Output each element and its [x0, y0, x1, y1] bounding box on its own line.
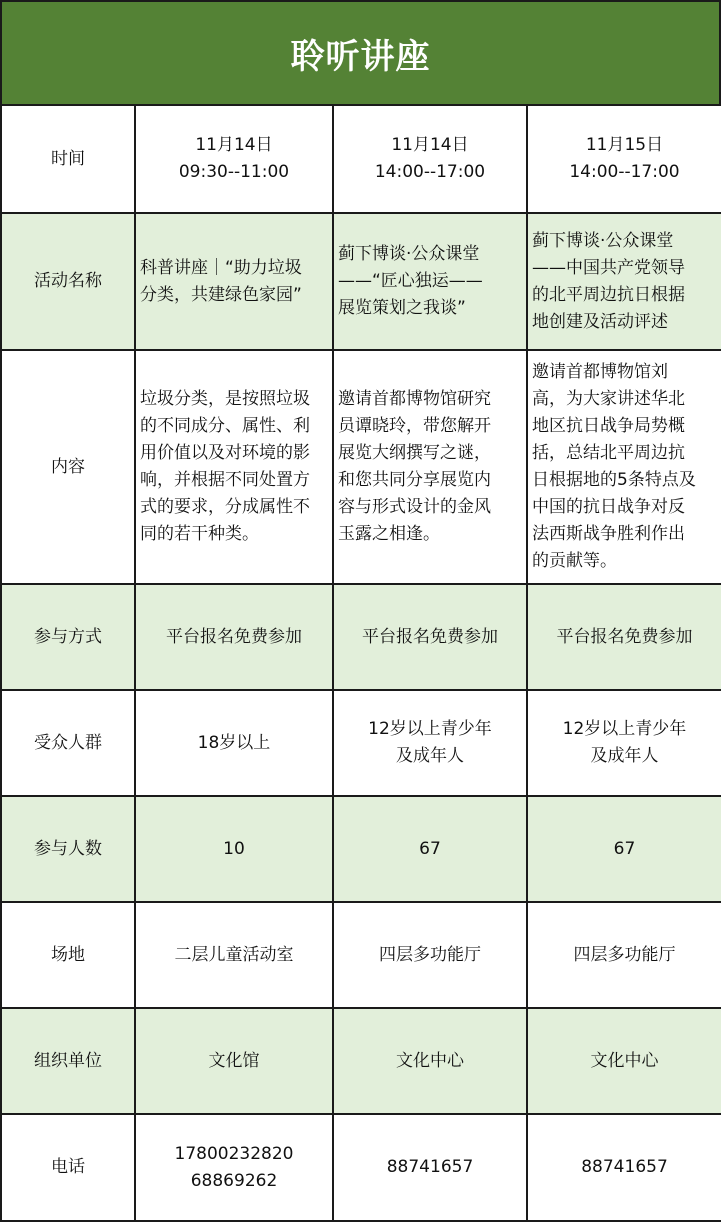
row-name: [1, 213, 721, 350]
cell-line: 12岁以上青少年: [368, 719, 492, 739]
cell-line: 11月15日: [585, 135, 664, 155]
cell-line: 员谭晓玲，带您解开: [338, 416, 491, 436]
cell-line: ——中国共产党领导: [532, 257, 685, 278]
cell-line: 文化中心: [396, 1050, 464, 1071]
cell-line: 响，并根据不同处置方: [140, 470, 310, 490]
cell-line: 12岁以上青少年: [562, 719, 687, 739]
table-cell: [527, 213, 721, 350]
table-cell: [527, 1114, 721, 1221]
row-content: [1, 350, 721, 584]
events-table: [0, 104, 721, 1222]
cell-line: 88741657: [386, 1157, 474, 1177]
table-cell: [135, 105, 333, 213]
cell-line: 容与形式设计的金风: [338, 497, 491, 517]
cell-line: 67: [613, 838, 636, 859]
table-cell: [527, 1008, 721, 1114]
cell-line: 及成年人: [396, 746, 464, 766]
table-cell: [135, 902, 333, 1008]
cell-line: 蓟下博谈·公众课堂: [532, 230, 674, 251]
row-label: 参与方式: [1, 584, 135, 690]
table-cell: [333, 902, 527, 1008]
table-cell: [333, 1114, 527, 1221]
cell-line: 11月14日: [391, 135, 469, 155]
cell-line: 14:00--17:00: [374, 162, 486, 182]
cell-line: 科普讲座｜“助力垃圾: [140, 257, 302, 278]
table-cell: [333, 105, 527, 213]
cell-line: 88741657: [581, 1157, 668, 1177]
table-cell: [527, 796, 721, 902]
row-label: 电话: [1, 1114, 135, 1221]
table-cell: [333, 350, 527, 584]
cell-line: 67: [419, 838, 441, 859]
row-phone: [1, 1114, 721, 1221]
cell-line: 四层多功能厅: [573, 944, 676, 965]
cell-line: 垃圾分类，是按照垃圾: [140, 389, 310, 409]
cell-line: 文化馆: [208, 1050, 260, 1071]
page-title: 聆听讲座: [290, 36, 431, 77]
table-cell: [135, 584, 333, 690]
cell-line: 文化中心: [590, 1050, 659, 1071]
table-cell: [333, 213, 527, 350]
row-venue: [1, 902, 721, 1008]
cell-line: 的不同成分、属性、利: [140, 416, 310, 436]
cell-line: 的北平周边抗日根据: [532, 284, 685, 305]
table-cell: [333, 796, 527, 902]
table-cell: [333, 690, 527, 796]
row-label: 场地: [1, 902, 135, 1008]
cell-line: 二层儿童活动室: [174, 944, 294, 965]
table-cell: [135, 1114, 333, 1221]
row-method: [1, 584, 721, 690]
cell-line: 平台报名免费参加: [362, 626, 498, 647]
table-cell: [135, 690, 333, 796]
table-cell: [527, 584, 721, 690]
cell-line: 玉露之相逢。: [338, 524, 440, 544]
cell-line: 09:30--11:00: [178, 162, 290, 182]
cell-line: 邀请首都博物馆研究: [338, 389, 491, 409]
cell-line: 分类，共建绿色家园”: [140, 284, 302, 305]
table-cell: [135, 213, 333, 350]
table-cell: [135, 350, 333, 584]
cell-line: 及成年人: [590, 746, 659, 766]
cell-line: 展览大纲撰写之谜，: [338, 443, 491, 463]
cell-line: 高，为大家讲述华北: [532, 389, 685, 409]
cell-line: 式的要求，分成属性不: [140, 497, 310, 517]
cell-line: 邀请首都博物馆刘: [532, 362, 668, 382]
cell-line: 日根据地的5条特点及: [532, 470, 696, 490]
cell-line: 同的若干种类。: [140, 524, 259, 544]
row-label: 时间: [1, 105, 135, 213]
cell-line: 中国的抗日战争对反: [532, 497, 685, 517]
cell-line: 蓟下博谈·公众课堂: [338, 244, 480, 264]
table-cell: [527, 690, 721, 796]
table-cell: [135, 1008, 333, 1114]
row-org: [1, 1008, 721, 1114]
cell-line: 18岁以上: [197, 732, 271, 753]
table-cell: [527, 902, 721, 1008]
row-audience: [1, 690, 721, 796]
row-label: 内容: [1, 350, 135, 584]
row-label: 组织单位: [1, 1008, 135, 1114]
cell-line: 括，总结北平周边抗: [532, 443, 685, 463]
cell-line: 和您共同分享展览内: [338, 470, 491, 490]
cell-line: 平台报名免费参加: [556, 626, 693, 647]
cell-line: 17800232820: [174, 1143, 294, 1164]
table-cell: [527, 350, 721, 584]
table-cell: [333, 584, 527, 690]
table-cell: [333, 1008, 527, 1114]
cell-line: 平台报名免费参加: [166, 626, 302, 647]
cell-line: 地区抗日战争局势概: [532, 416, 685, 436]
row-label: 参与人数: [1, 796, 135, 902]
cell-line: 法西斯战争胜利作出: [532, 524, 685, 544]
cell-line: 地创建及活动评述: [532, 311, 668, 332]
table-cell: [135, 796, 333, 902]
table-cell: [527, 105, 721, 213]
cell-line: ——“匠心独运——: [338, 271, 483, 291]
cell-line: 用价值以及对环境的影: [140, 443, 310, 463]
cell-line: 四层多功能厅: [379, 944, 481, 965]
cell-line: 11月14日: [195, 135, 273, 155]
cell-line: 的贡献等。: [532, 551, 617, 571]
row-label: 受众人群: [1, 690, 135, 796]
cell-line: 10: [223, 838, 245, 859]
row-count: [1, 796, 721, 902]
cell-line: 展览策划之我谈”: [338, 298, 466, 318]
cell-line: 14:00--17:00: [569, 162, 680, 182]
cell-line: 68869262: [190, 1170, 278, 1191]
title-bar: [0, 0, 721, 106]
row-label: 活动名称: [1, 213, 135, 350]
row-time: [1, 105, 721, 213]
